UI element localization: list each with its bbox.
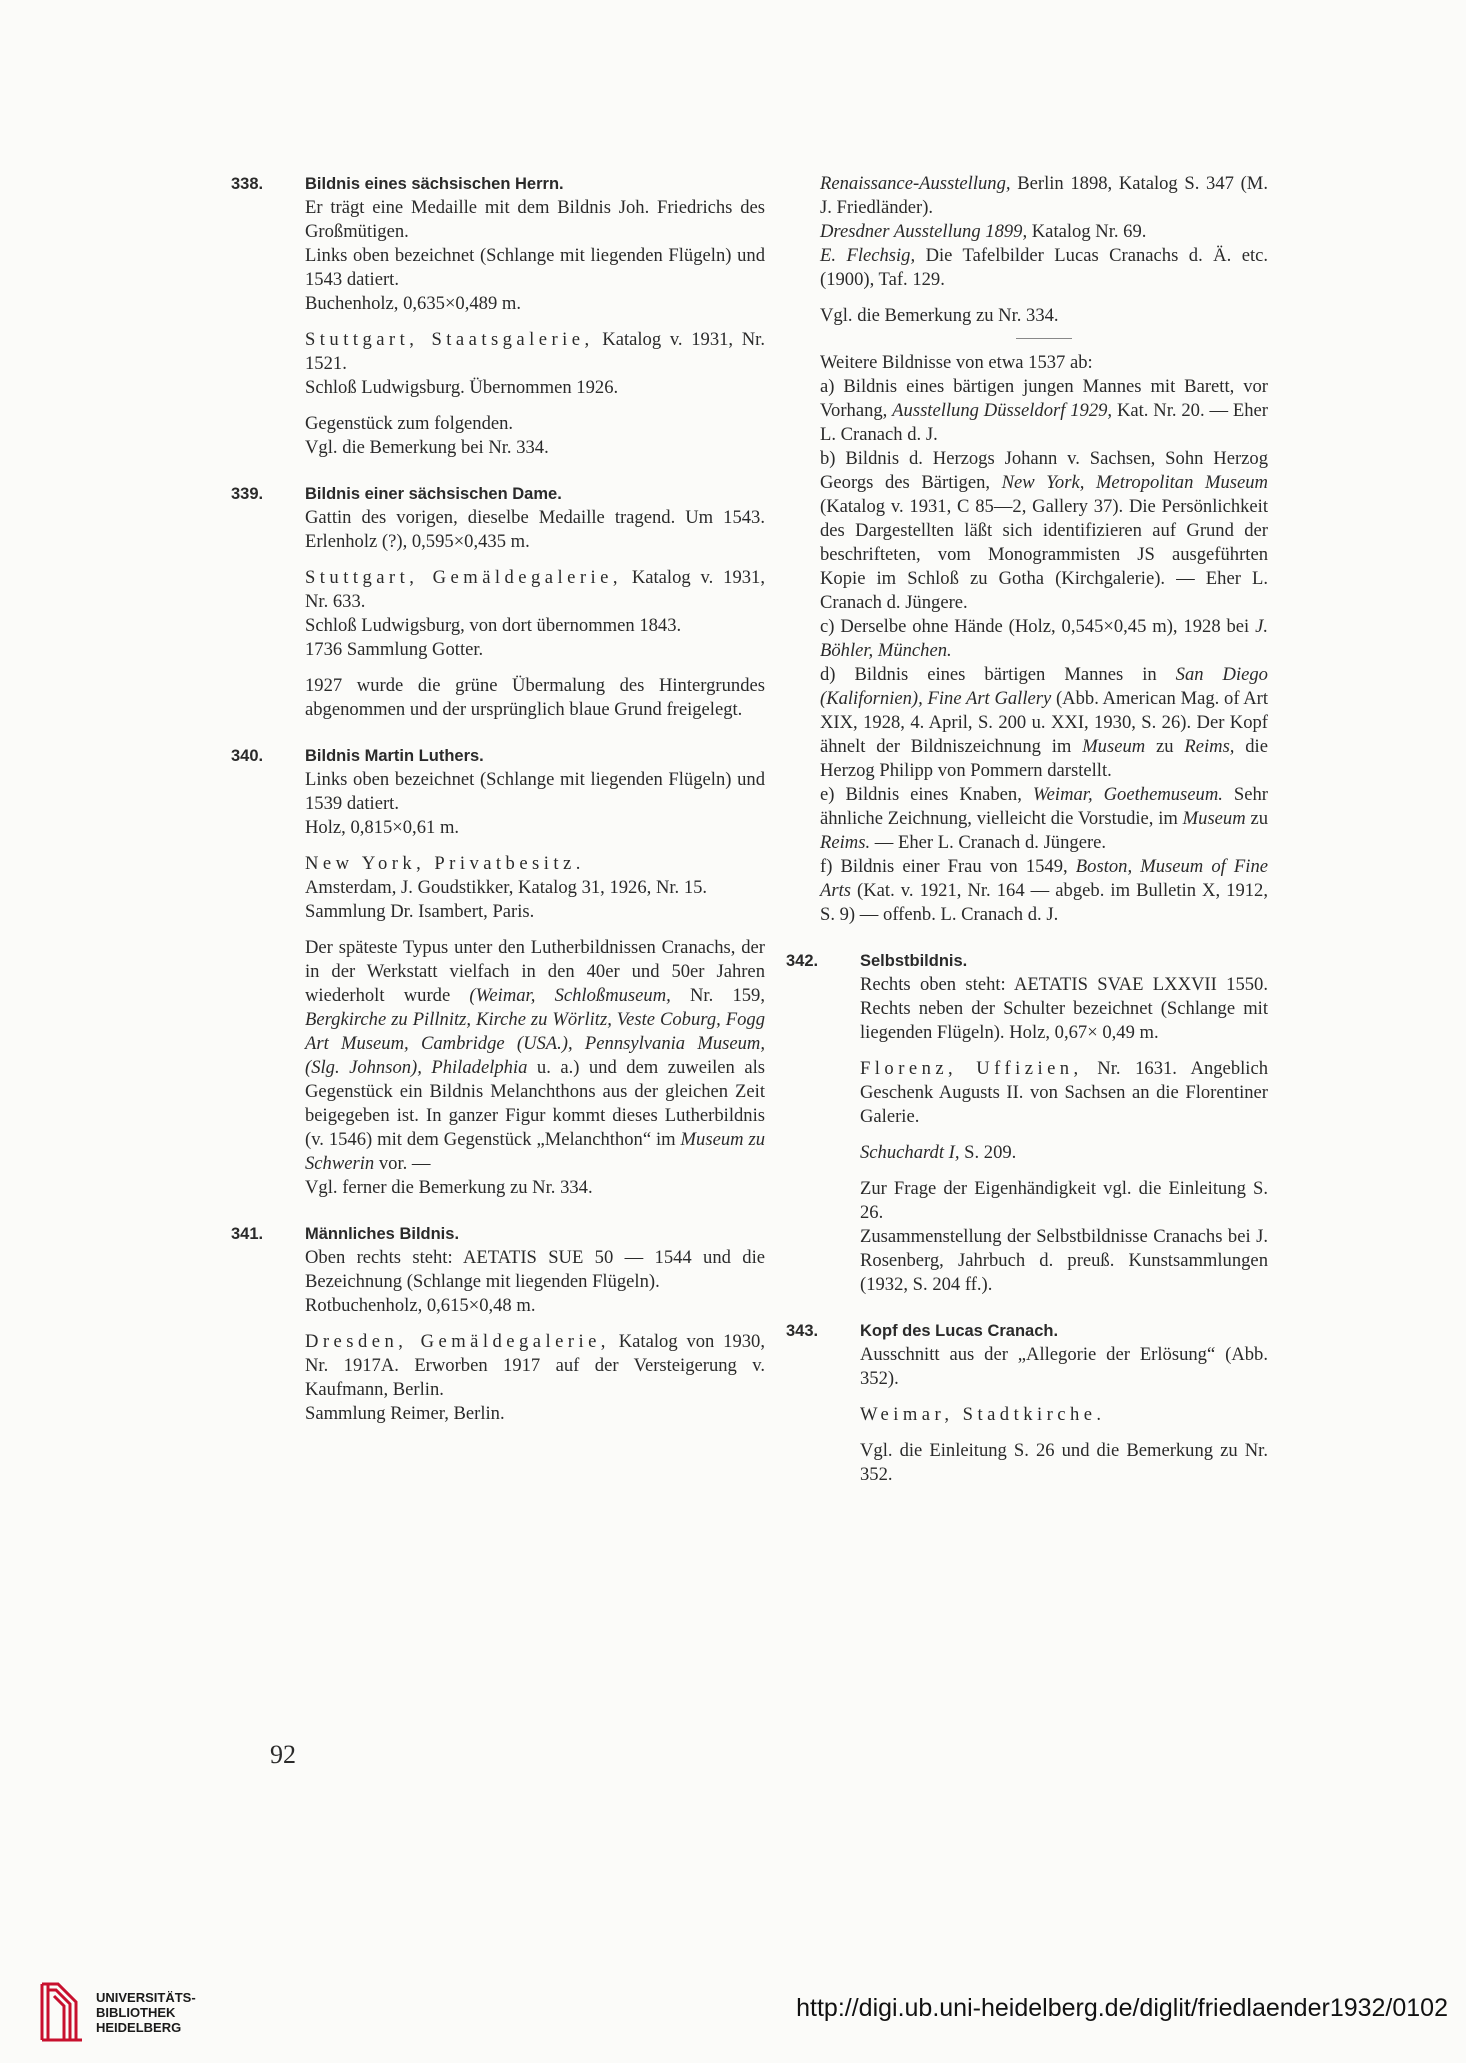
page-number: 92: [270, 1740, 296, 1769]
right-column: [786, 172, 1269, 1509]
entry-text: Links oben bezeichnet (Schlange mit liegenden Flügeln) und 1543 datiert.: [305, 245, 765, 290]
entry-title: Bildnis einer sächsischen Dame.: [305, 485, 562, 503]
text-run-italic: Museum: [1082, 736, 1146, 757]
location-detail: Katalog v. 1931, Nr. 633.: [305, 567, 765, 612]
library-name: [96, 1990, 196, 2035]
text-run: Die Tafelbilder Lucas Cranachs d. Ä. etc. (1900), Taf. 129.: [820, 245, 1269, 290]
text-run: vor. —: [374, 1153, 431, 1174]
text-run-italic: Weimar, Goethemuseum.: [1032, 784, 1223, 805]
entry-text: Schloß Ludwigsburg, von dort übernommen 1843.: [305, 615, 682, 636]
text-run-italic: Museum zu Schwerin: [305, 1129, 765, 1174]
entry-text: Rotbuchenholz, 0,615×0,48 m.: [305, 1295, 536, 1316]
text-run: Nr. 159,: [670, 985, 766, 1006]
text-run: (Kat. v. 1921, Nr. 164 — abgeb. im Bulletin X, 1912, S. 9) — offenb. L. Cranach d. J.: [820, 880, 1268, 925]
entry-text: Schloß Ludwigsburg. Übernommen 1926.: [305, 377, 619, 398]
text-run-italic: Ausstellung Düsseldorf 1929,: [892, 400, 1113, 421]
list-item: [820, 855, 1268, 927]
entry-number: 340.: [231, 747, 264, 765]
entry-text: Sammlung Dr. Isambert, Paris.: [305, 901, 535, 922]
entry-343: [786, 1319, 1268, 1487]
entry-number: 343.: [786, 1322, 819, 1340]
entry-text: Vgl. die Bemerkung zu Nr. 334.: [820, 305, 1059, 326]
text-run: Sehr ähnliche Zeichnung, vielleicht die Vorstudie, im: [820, 784, 1268, 829]
text-run-italic: Reims,: [1184, 736, 1235, 757]
location-name: Stuttgart, Gemäldegalerie,: [305, 567, 622, 588]
left-column: [231, 172, 766, 1448]
entry-339: [231, 482, 765, 722]
location-detail: Nr. 1631. Angeblich Geschenk Augusts II. von Sachsen an die Florentiner Galerie.: [860, 1058, 1268, 1127]
further-portraits: [820, 351, 1268, 927]
entry-title: Männliches Bildnis.: [305, 1225, 460, 1243]
text-run: zu: [1145, 736, 1185, 757]
entry-title: Kopf des Lucas Cranach.: [860, 1322, 1059, 1340]
list-item: [820, 615, 1268, 663]
location-name: Dresden, Gemäldegalerie,: [305, 1331, 610, 1352]
text-run-italic: E. Flechsig,: [820, 245, 916, 266]
text-run: f) Bildnis einer Frau von 1549,: [820, 856, 1076, 877]
location-detail: Katalog von 1930, Nr. 1917A. Erworben 1917 auf der Versteigerung v. Kaufmann, Berlin.: [305, 1331, 766, 1400]
location: [305, 852, 765, 876]
entry-text: Amsterdam, J. Goudstikker, Katalog 31, 1926, Nr. 15.: [305, 877, 708, 898]
location-name: Florenz, Uffizien,: [860, 1058, 1083, 1079]
entry-title: Selbstbildnis.: [860, 952, 968, 970]
location-name: Stuttgart, Staatsgalerie,: [305, 329, 594, 350]
entry-number: 338.: [231, 175, 264, 193]
entry-text: Vgl. die Einleitung S. 26 und die Bemerkung zu Nr. 352.: [860, 1440, 1268, 1485]
list-item: [820, 375, 1268, 447]
entry-text: 1736 Sammlung Gotter.: [305, 639, 484, 660]
library-name-line: UNIVERSITÄTS-: [96, 1990, 196, 2005]
text-run-italic: Schuchardt I,: [860, 1142, 960, 1163]
reference: [860, 1141, 1268, 1165]
footer-bar: [0, 1958, 1466, 2063]
entry-text: Oben rechts steht: AETATIS SUE 50 — 1544 und die Bezeichnung (Schlange mit liegenden Flügeln).: [305, 1247, 765, 1292]
entry-discussion: [305, 936, 765, 1176]
entry-text: Er trägt eine Medaille mit dem Bildnis Joh. Friedrichs des Großmütigen.: [305, 197, 765, 242]
entry-341: [231, 1222, 766, 1426]
text-run: zu: [1245, 808, 1268, 829]
text-run-italic: Renaissance-Ausstellung,: [820, 173, 1011, 194]
text-run: die Herzog Philipp von Pommern darstellt.: [820, 736, 1268, 781]
text-run-italic: (Weimar, Schloßmuseum,: [469, 985, 671, 1006]
list-item: [820, 783, 1268, 855]
location-detail: Katalog v. 1931, Nr. 1521.: [305, 329, 765, 374]
text-run-italic: Bergkirche zu Pillnitz, Kirche zu Wörlitz, Veste Coburg, Fogg Art Museum, Cambridge (USA.), Pennsylvania Museum, (Slg. Johnson), Philadelphia: [305, 1009, 765, 1078]
library-name-line: HEIDELBERG: [96, 2020, 182, 2035]
text-run: b) Bildnis d. Herzogs Johann v. Sachsen, Sohn Herzog Georgs des Bärtigen,: [820, 448, 1268, 493]
text-run: Kat. Nr. 20. — Eher L. Cranach d. J.: [820, 400, 1269, 445]
location: [860, 1403, 1268, 1427]
reference: [820, 244, 1268, 292]
reference: [820, 172, 1268, 220]
text-run-italic: Reims.: [820, 832, 871, 853]
location-name: Weimar, Stadtkirche.: [860, 1404, 1106, 1425]
location-name: New York, Privatbesitz.: [305, 853, 585, 874]
location: [305, 566, 765, 614]
entry-title: Bildnis Martin Luthers.: [305, 747, 484, 765]
text-run: Katalog Nr. 69.: [1027, 221, 1147, 242]
text-run: a) Bildnis eines bärtigen jungen Mannes mit Barett, vor Vorhang,: [820, 376, 1268, 421]
text-run-italic: Museum: [1182, 808, 1246, 829]
entry-number: 342.: [786, 952, 819, 970]
list-item: [820, 447, 1268, 615]
location: [305, 1330, 765, 1402]
entry-text: Gegenstück zum folgenden.: [305, 413, 514, 434]
entry-text: Rechts oben steht: AETATIS SVAE LXXVII 1550. Rechts neben der Schulter bezeichnet (Schlange mit liegenden Flügeln). Holz, 0,67× 0,49 m.: [860, 974, 1268, 1043]
entry-342: [786, 949, 1268, 1297]
text-run: e) Bildnis eines Knaben,: [820, 784, 1033, 805]
entry-text: Links oben bezeichnet (Schlange mit liegenden Flügeln) und 1539 datiert.: [305, 769, 765, 814]
library-logo-icon: [36, 1976, 88, 2046]
entry-text: Vgl. ferner die Bemerkung zu Nr. 334.: [305, 1177, 593, 1198]
entry-text: Sammlung Reimer, Berlin.: [305, 1403, 505, 1424]
text-run-italic: Dresdner Ausstellung 1899,: [820, 221, 1028, 242]
entry-number: 341.: [231, 1225, 264, 1243]
reference: [820, 220, 1268, 244]
library-name-line: BIBLIOTHEK: [96, 2005, 176, 2020]
entry-338: [231, 172, 765, 460]
text-run: (Abb. American Mag. of Art XIX, 1928, 4. April, S. 200 u. XXI, 1930, S. 26). Der Kopf ähnelt der Bildniszeichnung im: [820, 688, 1268, 757]
entry-text: Vgl. die Bemerkung bei Nr. 334.: [305, 437, 549, 458]
text-run: u. a.) und dem zuweilen als Gegenstück ein Bildnis Melanchthons aus der gleichen Zeit beigegeben ist. In ganzer Figur kommt dieses Lutherbildnis (v. 1546) mit dem Gegenstück „Melanchthon“ im: [305, 1057, 765, 1150]
entry-text: 1927 wurde die grüne Übermalung des Hintergrundes abgenommen und der ursprünglich blaue Grund freigelegt.: [305, 675, 765, 720]
text-run-italic: New York, Metropolitan Museum: [1001, 472, 1268, 493]
entry-title: Bildnis eines sächsischen Herrn.: [305, 175, 564, 193]
entry-text: Gattin des vorigen, dieselbe Medaille tragend. Um 1543. Erlenholz (?), 0,595×0,435 m.: [305, 507, 765, 552]
entry-text: Weitere Bildnisse von etwa 1537 ab:: [820, 352, 1093, 373]
entry-340: [231, 744, 766, 1200]
references: [820, 172, 1268, 328]
text-run: d) Bildnis eines bärtigen Mannes in: [820, 664, 1176, 685]
entry-text: Zusammenstellung der Selbstbildnisse Cranachs bei J. Rosenberg, Jahrbuch d. preuß. Kunstsammlungen (1932, S. 204 ff.).: [860, 1226, 1268, 1295]
divider: [1016, 338, 1072, 339]
text-run: (Katalog v. 1931, C 85—2, Gallery 37). Die Persönlichkeit des Dargestellten läßt sich identifizieren auf Grund der beschrifteten, vom Monogrammisten JS ausgeführten Kopie im Schloß zu Gotha (Kirchgalerie). — Eher L. Cranach d. Jüngere.: [820, 496, 1268, 613]
source-url-link[interactable]: http://digi.ub.uni-heidelberg.de/diglit/friedlaender1932/0102: [796, 1994, 1448, 2022]
text-run-italic: J. Böhler, München.: [820, 616, 1268, 661]
text-run: c) Derselbe ohne Hände (Holz, 0,545×0,45 m), 1928 bei: [820, 616, 1256, 637]
location: [860, 1057, 1268, 1129]
location: [305, 328, 765, 376]
entry-text: Ausschnitt aus der „Allegorie der Erlösung“ (Abb. 352).: [860, 1344, 1268, 1389]
text-run-italic: Boston, Museum of Fine Arts: [820, 856, 1268, 901]
text-run: S. 209.: [959, 1142, 1017, 1163]
entry-number: 339.: [231, 485, 264, 503]
text-run-italic: San Diego (Kalifornien), Fine Art Gallery: [820, 664, 1268, 709]
text-run: — Eher L. Cranach d. Jüngere.: [870, 832, 1107, 853]
entry-text: Buchenholz, 0,635×0,489 m.: [305, 293, 522, 314]
list-item: [820, 663, 1268, 783]
text-run: Berlin 1898, Katalog S. 347 (M. J. Friedländer).: [820, 173, 1268, 218]
text-run: Der späteste Typus unter den Lutherbildnissen Cranachs, der in der Werkstatt vielfach in den 40er und 50er Jahren wiederholt wurde: [305, 937, 765, 1006]
entry-text: Zur Frage der Eigenhändigkeit vgl. die Einleitung S. 26.: [860, 1178, 1268, 1223]
entry-text: Holz, 0,815×0,61 m.: [305, 817, 460, 838]
